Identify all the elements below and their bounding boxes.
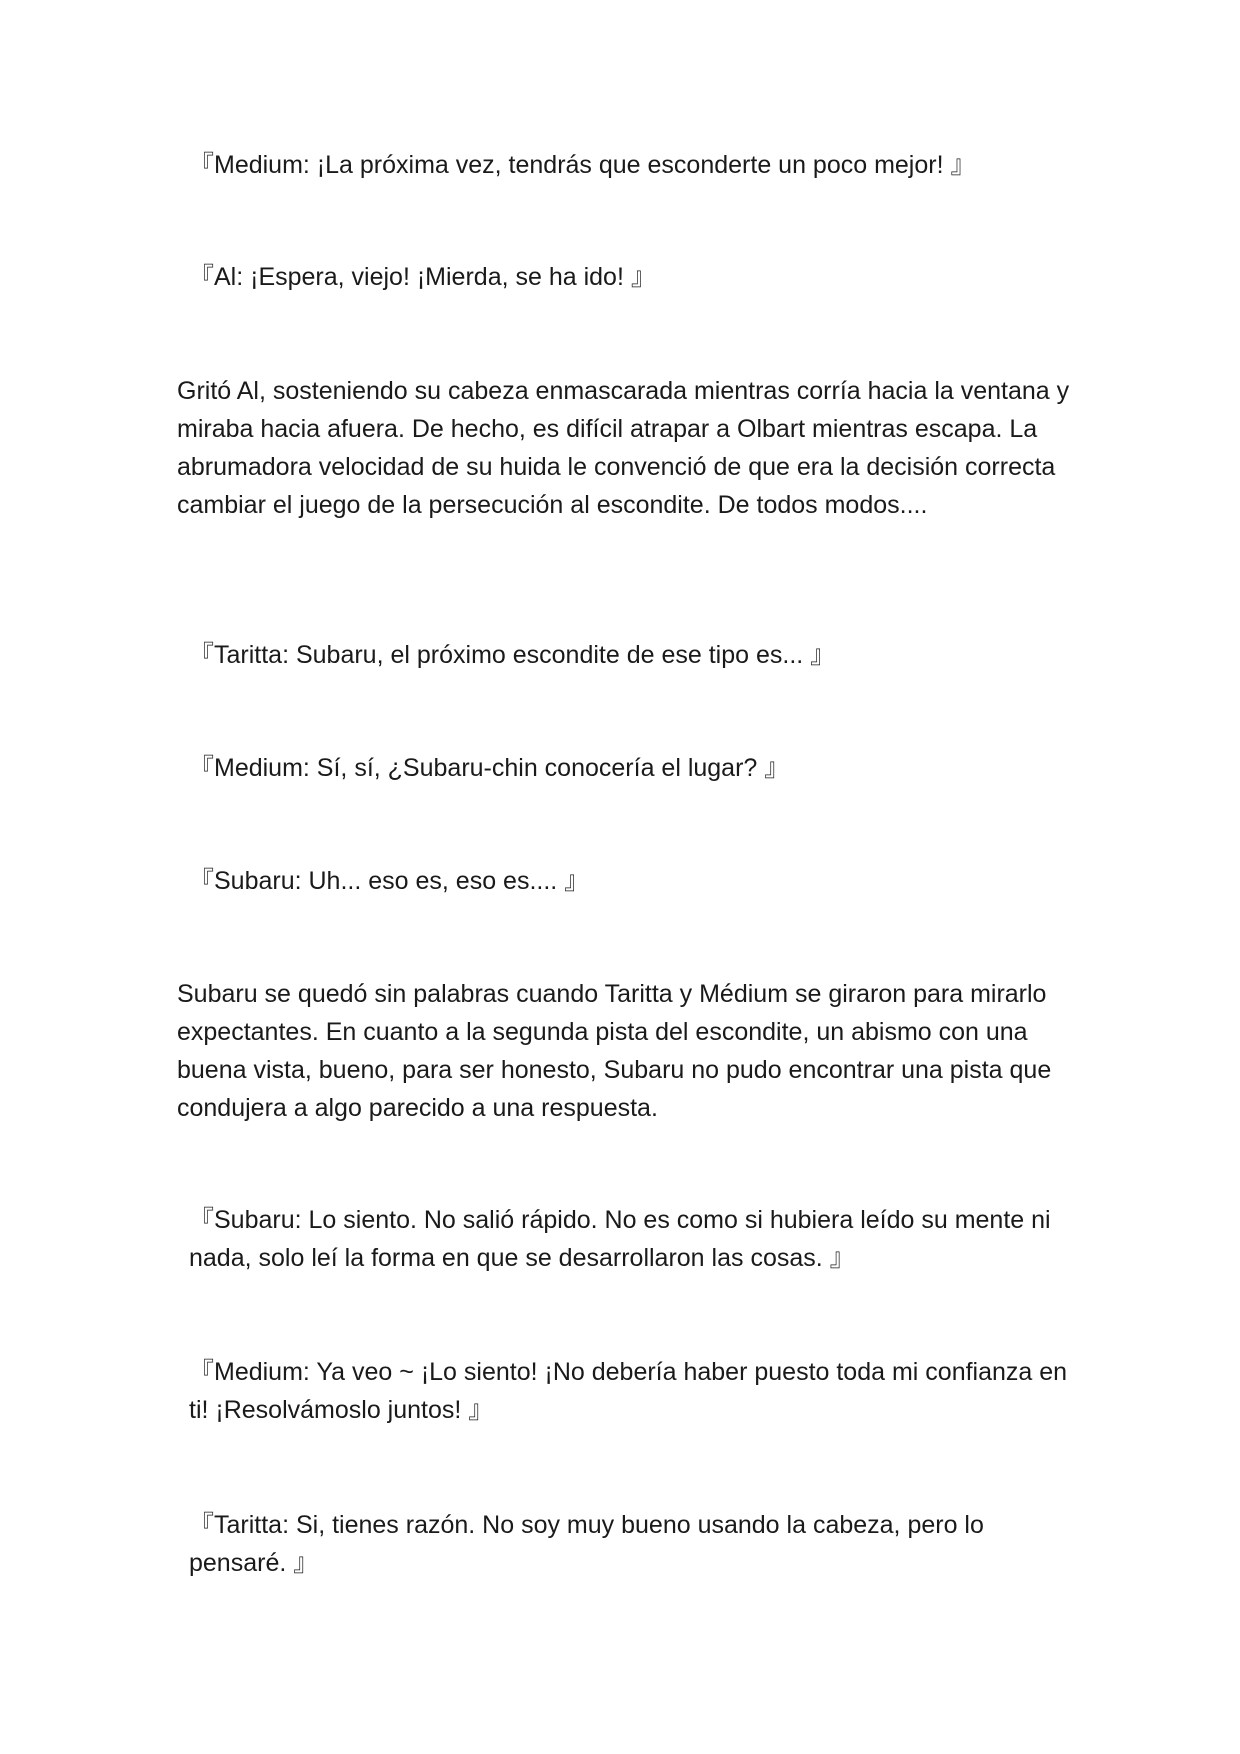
dialogue-line: 『Taritta: Subaru, el próximo escondite de ese tipo es... 』: [189, 641, 836, 669]
dialogue-line: 『Medium: Sí, sí, ¿Subaru-chin conocería el lugar? 』: [189, 754, 790, 782]
dialogue-line: 『Medium: Ya veo ~ ¡Lo siento! ¡No debería haber puesto toda mi confianza en ti! ¡Resolvámoslo juntos! 』: [189, 1358, 1068, 1424]
dialogue-line: 『Al: ¡Espera, viejo! ¡Mierda, se ha ido! 』: [189, 263, 656, 291]
dialogue-line: 『Subaru: Lo siento. No salió rápido. No es como si hubiera leído su mente ni nada, solo leí la forma en que se desarrollaron las cosas. 』: [189, 1206, 1051, 1272]
narration-paragraph: Gritó Al, sosteniendo su cabeza enmascarada mientras corría hacia la ventana y miraba hacia afuera. De hecho, es difícil atrapar a Olbart mientras escapa. La abrumadora velocidad de su huida le convenció de que era la decisión correcta cambiar el juego de la persecución al escondite. De todos modos....: [177, 377, 1070, 519]
narration-paragraph: Subaru se quedó sin palabras cuando Taritta y Médium se giraron para mirarlo expectantes. En cuanto a la segunda pista del escondite, un abismo con una buena vista, bueno, para ser honesto, Subaru no pudo encontrar una pista que condujera a algo parecido a una respuesta.: [177, 980, 1052, 1122]
dialogue-line: 『Taritta: Si, tienes razón. No soy muy bueno usando la cabeza, pero lo pensaré. 』: [189, 1511, 984, 1577]
dialogue-line: 『Medium: ¡La próxima vez, tendrás que esconderte un poco mejor! 』: [189, 151, 976, 179]
dialogue-line: 『Subaru: Uh... eso es, eso es.... 』: [189, 867, 590, 895]
